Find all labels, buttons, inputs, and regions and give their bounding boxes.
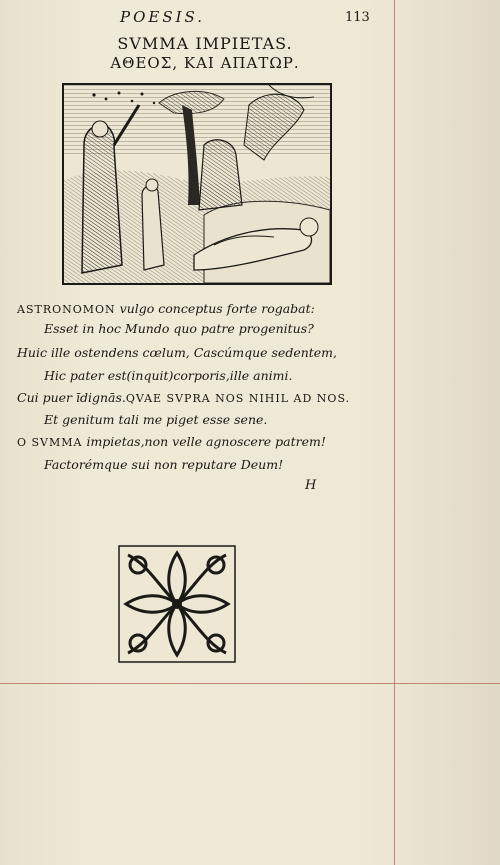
page-edge-shadow bbox=[390, 0, 500, 865]
catchword: H bbox=[305, 478, 317, 493]
emblem-motto-greek: ΑΘΕΟΣ, ΚΑΙ ΑΠΑΤΩΡ. bbox=[110, 54, 300, 72]
verse-line-2: Esset in hoc Mundo quo patre progenitus? bbox=[44, 321, 314, 336]
margin-line-horizontal bbox=[0, 683, 500, 684]
margin-line-vertical bbox=[394, 0, 395, 865]
verse-line-8: Factorémque sui non reputare Deum! bbox=[44, 457, 284, 472]
running-head: POESIS. bbox=[120, 8, 206, 26]
verse-line-4: Hic pater est(inquit)corporis,ille animi. bbox=[44, 368, 293, 383]
fleuron-ornament-icon bbox=[118, 545, 236, 663]
verse-line-7: O SVMMA impietas,non velle agnoscere patrem! bbox=[17, 434, 326, 449]
verse-line-3: Huic ille ostendens cœlum, Cascúmque sedentem, bbox=[17, 345, 338, 360]
verse-line-1: ASTRONOMON vulgo conceptus forte rogabat: bbox=[17, 301, 315, 316]
verse-line-6: Et genitum tali me piget esse sene. bbox=[44, 412, 268, 427]
woodcut-illustration-icon bbox=[62, 83, 332, 285]
page-number: 113 bbox=[345, 10, 370, 25]
verse-line-5: Cui puer īdignās.QVAE SVPRA NOS NIHIL AD NOS. bbox=[17, 390, 351, 405]
emblem-motto-latin: SVMMA IMPIETAS. bbox=[117, 34, 293, 53]
